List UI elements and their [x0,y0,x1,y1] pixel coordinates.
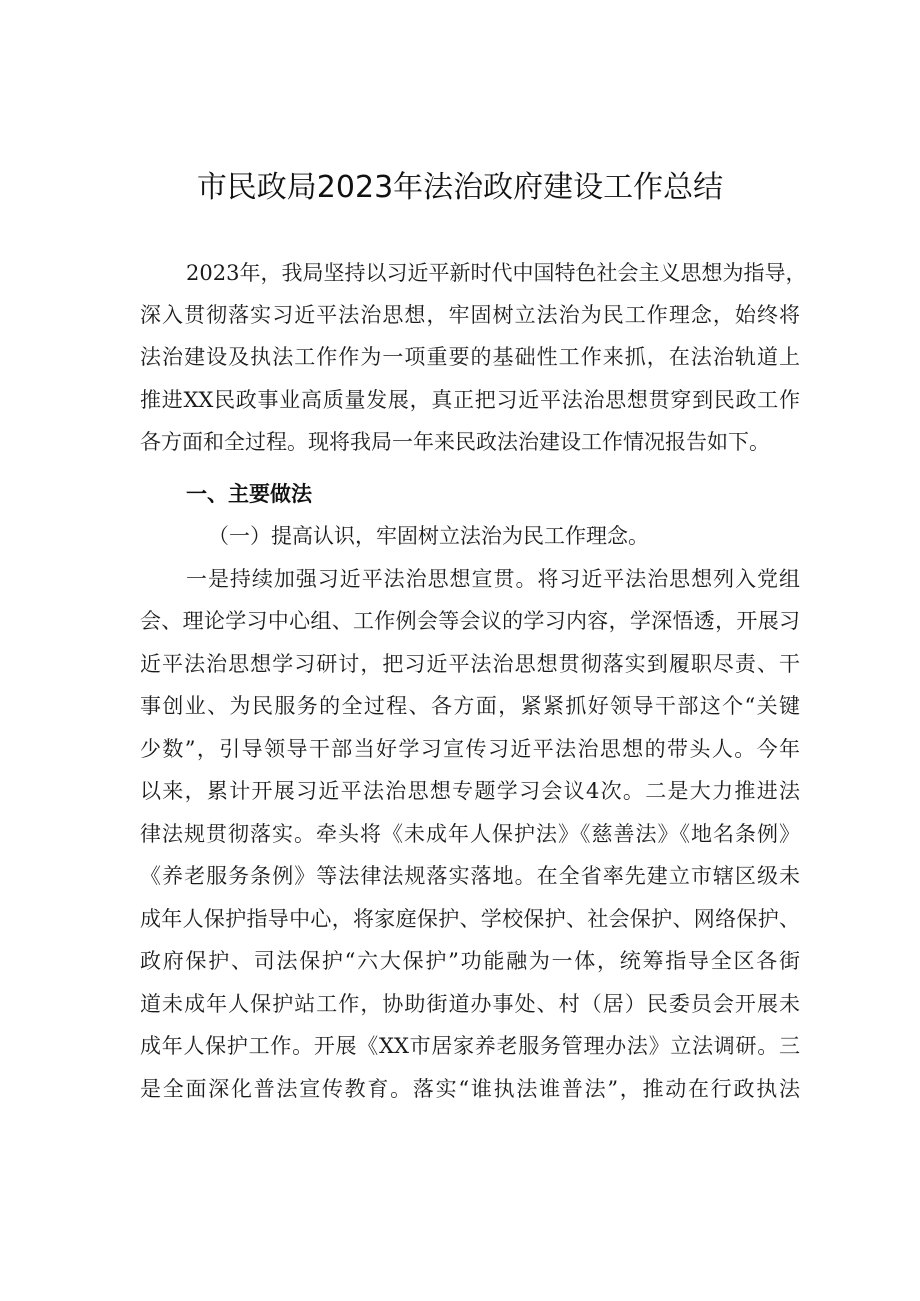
body-line: 以来，累计开展习近平法治思想专题学习会议4次。二是大力推进法 [140,779,800,803]
body-line: 事创业、为民服务的全过程、各方面，紧紧抓好领导干部这个“关键 [140,694,800,718]
body-line: 是全面深化普法宣传教育。落实“谁执法谁普法”，推动在行政执法 [140,1077,800,1101]
body-line: 《养老服务条例》等法律法规落实落地。在全省率先建立市辖区级未 [140,864,800,888]
body-line: 少数”，引导领导干部当好学习宣传习近平法治思想的带头人。今年 [140,737,800,761]
document-title: 市民政局2023年法治政府建设工作总结 [196,170,724,205]
body-line: 道未成年人保护站工作，协助街道办事处、村（居）民委员会开展未 [140,992,800,1016]
intro-line: 法治建设及执法工作作为一项重要的基础性工作来抓，在法治轨道上 [140,345,800,369]
intro-line: 各方面和全过程。现将我局一年来民政法治建设工作情况报告如下。 [140,430,770,454]
section-heading: 一、主要做法 [186,482,312,506]
body-line: 政府保护、司法保护“六大保护”功能融为一体，统筹指导全区各街 [140,949,800,973]
body-line: 成年人保护工作。开展《XX市居家养老服务管理办法》立法调研。三 [140,1034,800,1058]
body-line: 律法规贯彻落实。牵头将《未成年人保护法》《慈善法》《地名条例》 [140,822,800,846]
intro-line: 推进XX民政事业高质量发展，真正把习近平法治思想贯穿到民政工作 [140,388,800,412]
subsection-heading: （一）提高认识，牢固树立法治为民工作理念。 [208,524,649,548]
intro-line: 2023年，我局坚持以习近平新时代中国特色社会主义思想为指导， [186,261,807,285]
intro-line: 深入贯彻落实习近平法治思想，牢固树立法治为民工作理念，始终将 [140,303,800,327]
body-line: 成年人保护指导中心，将家庭保护、学校保护、社会保护、网络保护、 [140,907,800,931]
body-line: 会、理论学习中心组、工作例会等会议的学习内容，学深悟透，开展习 [140,609,800,633]
body-line: 近平法治思想学习研讨，把习近平法治思想贯彻落实到履职尽责、干 [140,652,800,676]
body-line: 一是持续加强习近平法治思想宣贯。将习近平法治思想列入党组 [186,567,800,591]
